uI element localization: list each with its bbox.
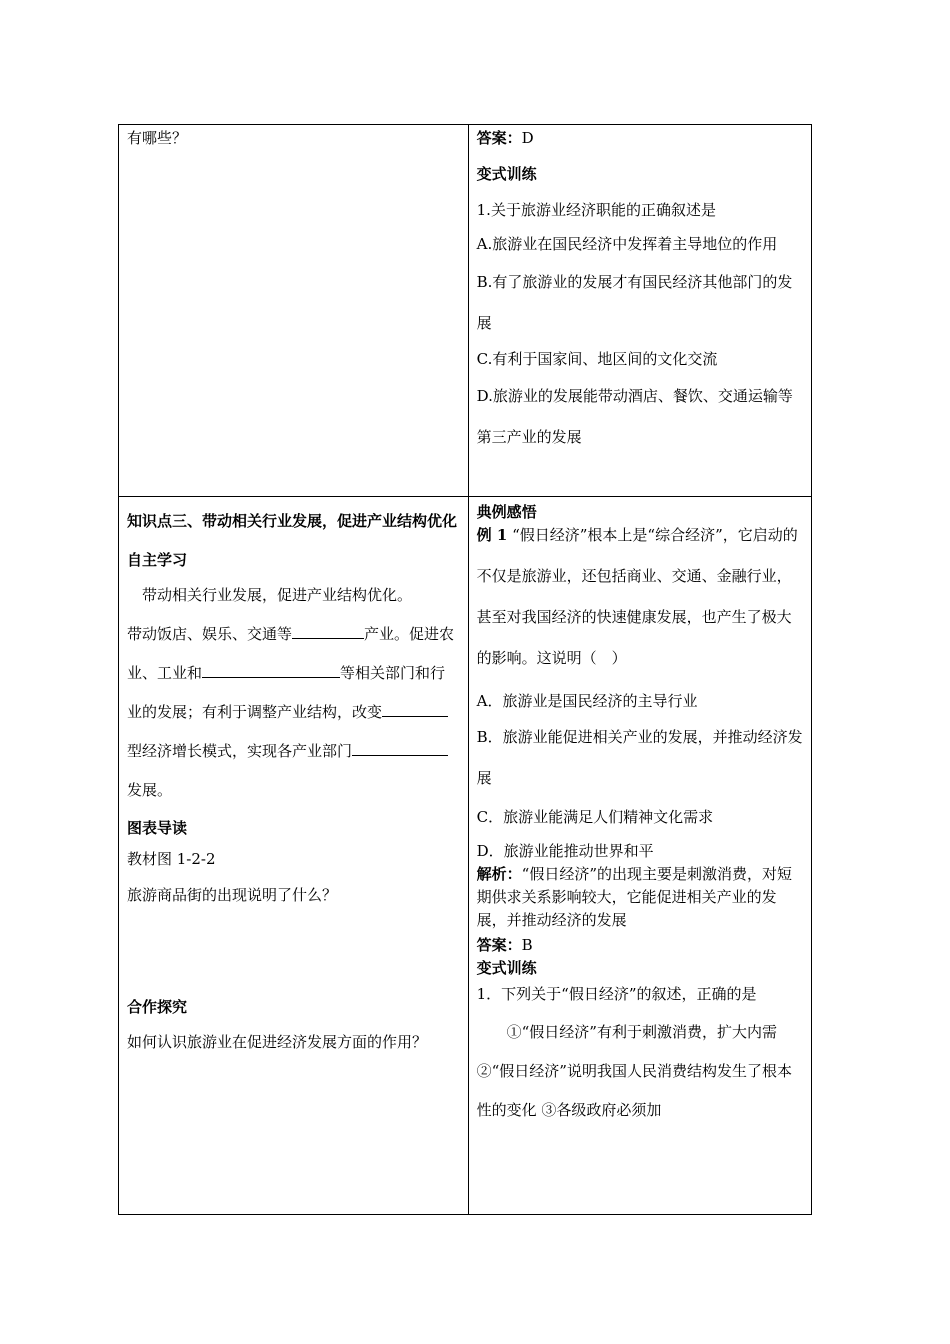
fill-blank-2 [202, 663, 340, 678]
chart-guide-title: 图表导读 [127, 819, 188, 837]
option-b: B.有了旅游业的发展才有国民经济其他部门的发展 [476, 273, 793, 332]
analysis [477, 863, 803, 932]
coop-title: 合作探究 [127, 998, 188, 1016]
answer-line [477, 934, 803, 957]
table-row [119, 125, 812, 497]
option-d: D.旅游业的发展能带动酒店、餐饮、交通运输等第三产业的发展 [476, 387, 793, 446]
analysis-label: 解析： [476, 865, 522, 883]
practice-statements: ①“假日经济”有利于刺激消费，扩大内需 ②“假日经济”说明我国人民消费结构发生了根本性的变化 ③各级政府必须加 [476, 1023, 792, 1119]
example-text [477, 515, 803, 679]
practice-question: 1.关于旅游业经济职能的正确叙述是 [476, 201, 716, 219]
figure-ref: 教材图 1-2-2 [127, 850, 216, 868]
right-cell [468, 125, 811, 497]
fill-part-1: 带动饭店、娱乐、交通等 [127, 625, 293, 643]
example-option-d: D．旅游业能推动世界和平 [476, 842, 654, 860]
continued-question: 有哪些？ [127, 129, 188, 147]
left-cell [119, 497, 469, 1215]
example-option-c: C．旅游业能满足人们精神文化需求 [476, 808, 714, 826]
answer-value: B [521, 936, 533, 954]
answer-line [477, 127, 803, 149]
answer-label: 答案： [476, 129, 522, 147]
fill-part-2: 产业。促进农业、工业和 [127, 625, 455, 682]
fill-blank-3 [382, 702, 448, 717]
example-option-a: A．旅游业是国民经济的主导行业 [476, 692, 698, 710]
practice-title: 变式训练 [476, 165, 537, 183]
practice-question: 1．下列关于“假日经济”的叙述，正确的是 [476, 985, 757, 1003]
answer-value: D [521, 129, 534, 147]
knowledge-heading: 知识点三、带动相关行业发展，促进产业结构优化 [127, 512, 458, 530]
example-title: 典例感悟 [476, 503, 537, 521]
fill-part-5: 发展。 [127, 781, 173, 799]
coop-question: 如何认识旅游业在促进经济发展方面的作用？ [127, 1033, 428, 1051]
fill-blank-1 [292, 624, 364, 639]
practice-title: 变式训练 [476, 959, 537, 977]
option-a: A.旅游业在国民经济中发挥着主导地位的作用 [476, 235, 778, 253]
example-body: “假日经济”根本上是“综合经济”，它启动的不仅是旅游业，还包括商业、交通、金融行业，甚至对我国经济的快速健康发展，也产生了极大的影响。这说明（ ） [476, 526, 798, 667]
self-study-text [127, 576, 460, 810]
analysis-text: “假日经济”的出现主要是刺激消费，对短期供求关系影响较大，它能促进相关产业的发展，并推动经济的发展 [476, 865, 792, 929]
example-label: 例 1 [476, 526, 508, 544]
fill-part-3: 等相关部门和行业的发展；有利于调整产业结构，改变 [127, 664, 446, 721]
lesson-table [118, 124, 812, 1215]
self-study-title: 自主学习 [127, 551, 188, 569]
left-cell [119, 125, 469, 497]
self-study-lead: 带动相关行业发展，促进产业结构优化。 [142, 586, 413, 604]
fill-blank-4 [352, 741, 448, 756]
right-cell [468, 497, 811, 1215]
answer-label: 答案： [476, 936, 522, 954]
figure-question: 旅游商品街的出现说明了什么？ [127, 886, 338, 904]
table-row [119, 497, 812, 1215]
example-option-b: B．旅游业能促进相关产业的发展，并推动经济发展 [476, 728, 803, 787]
option-c: C.有利于国家间、地区间的文化交流 [476, 350, 718, 368]
fill-part-4: 型经济增长模式，实现各产业部门 [127, 742, 353, 760]
